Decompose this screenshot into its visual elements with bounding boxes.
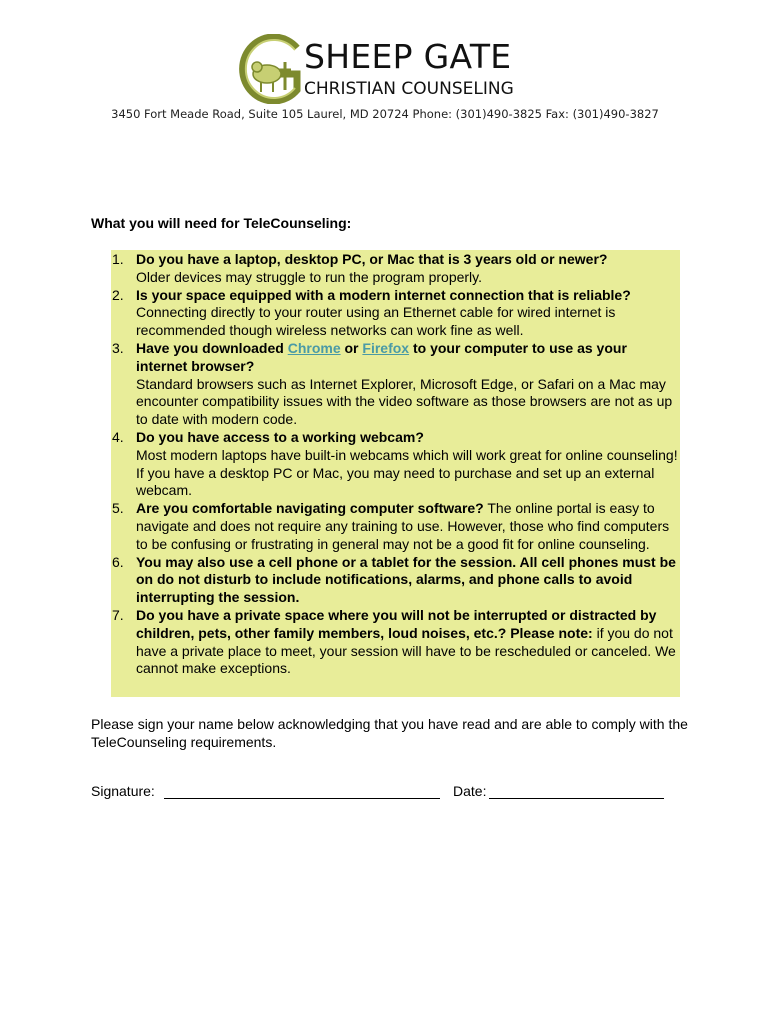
detail: The online portal is easy to navigate and does not require any training to use. However, those who find computers to be confusing or frustrating in general may not be a good fit for online counseling. [136,500,670,552]
question-part: or [340,339,363,356]
question-part: to your computer to use as your internet browser? [136,339,627,374]
question: Is your space equipped with a modern internet connection that is reliable? [136,286,631,303]
question-part: Have you downloaded [136,339,288,356]
firefox-link[interactable]: Firefox [362,339,410,356]
signature-row [91,782,691,802]
list-item [111,554,680,607]
date-line[interactable] [489,798,664,799]
question: Do you have access to a working webcam? [136,428,424,445]
list-number: 7. [112,606,124,623]
list-number: 5. [112,500,124,517]
question: You may also use a cell phone or a tablet for the session. All cell phones must be on do not disturb to include notifications, alarms, and phone calls to avoid interrupting the session. [136,553,676,606]
list-item [111,500,680,553]
question: Do you have a laptop, desktop PC, or Mac that is 3 years old or newer? [136,251,608,267]
letterhead [0,30,770,110]
list-item [111,340,680,429]
question: Are you comfortable navigating computer software? [136,500,484,517]
acknowledgement-text: Please sign your name below acknowledging that you have read and are able to comply with the TeleCounseling requirements. [91,716,688,750]
signature-line[interactable] [164,798,440,799]
list-number: 2. [112,286,124,303]
list-item [111,607,680,678]
address-line: 3450 Fort Meade Road, Suite 105 Laurel, MD 20724 Phone: (301)490-3825 Fax: (301)490-3827 [111,107,659,121]
list-item [111,429,680,500]
question [136,340,627,374]
requirements-list [111,251,680,678]
detail: Older devices may struggle to run the program properly. [136,268,483,285]
detail: Connecting directly to your router using an Ethernet cable for wired internet is recommended though wireless networks can work fine as well. [136,304,616,339]
question: Do you have a private space where you will not be interrupted or distracted by children, pets, other family members, loud noises, etc.? Please note: [136,606,657,641]
detail: Standard browsers such as Internet Explorer, Microsoft Edge, or Safari on a Mac may encounter compatibility issues with the video software as those browsers are not as up to date with modern code. [136,375,673,428]
list-number: 6. [112,553,124,570]
date-label: Date: [453,783,487,799]
list-item [111,287,680,340]
detail: Most modern laptops have built-in webcams which will work great for online counseling! If you have a desktop PC or Mac, you may need to purchase and set up an external webcam. [136,446,678,499]
list-number: 1. [112,251,124,267]
list-number: 3. [112,339,124,356]
org-subtitle: CHRISTIAN COUNSELING [304,79,514,99]
org-name: SHEEP GATE [304,37,512,76]
section-heading: What you will need for TeleCounseling: [91,215,352,231]
detail: if you do not have a private place to meet, your session will have to be rescheduled or canceled. We cannot make exceptions. [136,624,676,677]
sheep-gate-logo-icon [237,34,303,104]
signature-label: Signature: [91,783,155,799]
chrome-link[interactable]: Chrome [287,339,341,356]
list-item [111,251,680,287]
list-number: 4. [112,428,124,445]
